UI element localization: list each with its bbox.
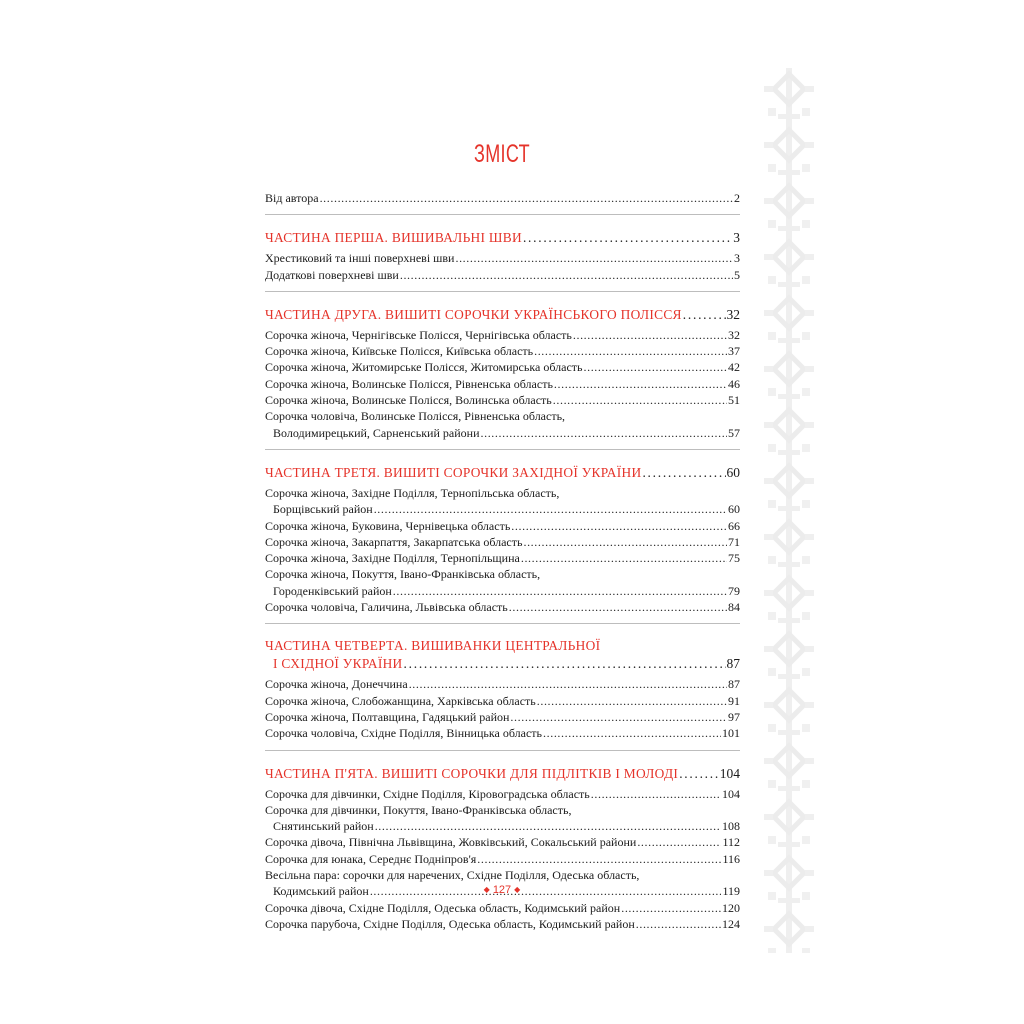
page-ref: 3 [734,251,740,266]
toc-entry[interactable] [265,900,740,916]
entry-title: Сорочка жіноча, Київське Полісся, Київська область [265,344,534,359]
dot-leader [636,916,721,932]
part-heading-row [265,463,740,482]
dot-leader [679,764,719,783]
part-heading[interactable] [265,228,740,247]
entry-title: Хрестиковий та інші поверхневі шви [265,251,455,266]
toc-entry[interactable] [265,485,740,518]
toc-entry[interactable] [265,190,740,206]
toc-entry[interactable] [265,343,740,359]
dot-leader [584,359,728,375]
toc-entry[interactable] [265,916,740,932]
entry-row [265,501,740,517]
entry-row [265,550,740,566]
entry-title: Додаткові поверхневі шви [265,267,399,282]
dot-leader [637,834,721,850]
toc-entry[interactable] [265,518,740,534]
toc-entry[interactable] [265,408,740,441]
entry-title: Сорочка жіноча, Полтавщина, Гадяцький район [265,709,510,724]
entry-row [265,676,740,692]
entry-title: Сорочка жіноча, Волинське Полісся, Рівненська область [265,376,553,391]
entry-line: Сорочка жіноча, Покуття, Івано-Франківська область, [265,567,541,582]
part-heading-line: ЧАСТИНА ЧЕТВЕРТА. ВИШИВАНКИ ЦЕНТРАЛЬНОЇ [265,638,601,654]
entry-row [265,190,740,206]
page-ref: 108 [722,819,740,834]
toc-entry[interactable] [265,392,740,408]
entry-row [265,786,740,802]
toc-entry[interactable] [265,267,740,283]
entry-row [265,818,740,834]
toc-entry[interactable] [265,550,740,566]
dot-leader [477,851,721,867]
part-heading[interactable] [265,463,740,482]
entry-row [265,900,740,916]
dot-leader [683,305,726,324]
dot-leader [404,654,726,673]
toc-entry[interactable] [265,851,740,867]
part-heading-row [265,764,740,783]
entry-title: Сорочка жіноча, Буковина, Чернівецька область [265,518,511,533]
dot-leader [393,583,727,599]
entry-title: Сорочка жіноча, Донеччина [265,677,408,692]
page-ref: 84 [728,600,740,615]
entry-line: Сорочка для дівчинки, Покуття, Івано-Франківська область, [265,802,572,817]
toc-section [265,637,740,750]
entry-title: Сорочка парубоча, Східне Поділля, Одеська область, Кодимський район [265,916,635,931]
toc-entry[interactable] [265,802,740,835]
page-ref: 124 [722,916,740,931]
entry-row [265,267,740,283]
entry-row [265,359,740,375]
entry-title: Сорочка для юнака, Середнє Подніпров'я [265,851,477,866]
dot-leader [523,228,732,247]
page-ref: 66 [728,518,740,533]
table-of-contents [265,190,740,940]
dot-leader [621,900,721,916]
entry-row [265,534,740,550]
page-ref: 51 [728,393,740,408]
entry-row [265,693,740,709]
entry-title: Снятинський район [273,819,374,834]
entry-title: Сорочка жіноча, Чернігівське Полісся, Чернігівська область [265,327,572,342]
entry-row [265,709,740,725]
dot-leader [537,693,727,709]
part-heading[interactable] [265,637,740,673]
page-footer [0,884,1004,896]
page-ref: 42 [728,360,740,375]
entry-title: Сорочка жіноча, Житомирське Полісся, Житомирська область [265,360,583,375]
toc-entry[interactable] [265,359,740,375]
entry-line: Сорочка жіноча, Західне Поділля, Тернопільська область, [265,485,560,500]
dot-leader [510,709,727,725]
page-ref: 32 [728,327,740,342]
dot-leader [523,534,727,550]
toc-section [265,463,740,624]
dot-leader [642,463,725,482]
dot-leader [320,190,733,206]
page-ref: 60 [728,502,740,517]
entry-row [265,834,740,850]
page-ref: 3 [733,230,740,246]
diamond-ornament-icon: ◆ [483,885,490,894]
toc-section [265,764,740,941]
diamond-ornament-icon: ◆ [514,885,521,894]
toc-entry[interactable] [265,566,740,599]
dot-leader [554,376,727,392]
dot-leader [409,676,727,692]
entry-row [265,583,740,599]
toc-section [265,228,740,292]
toc-entry[interactable] [265,250,740,266]
dot-leader [481,425,728,441]
page-ref: 5 [734,267,740,282]
entry-title: Сорочка жіноча, Слобожанщина, Харківська область [265,693,536,708]
part-heading-row [265,305,740,324]
part-heading-title: ЧАСТИНА ТРЕТЯ. ВИШИТІ СОРОЧКИ ЗАХІДНОЇ УКРАЇНИ [265,464,642,480]
dot-leader [521,550,727,566]
dot-leader [511,518,727,534]
page-ref: 120 [722,900,740,915]
toc-section [265,190,740,215]
dot-leader [591,786,721,802]
toc-entry[interactable] [265,534,740,550]
page-ref: 91 [728,693,740,708]
entry-title: Від автора [265,191,319,205]
dot-leader [455,250,733,266]
page-ref: 71 [728,534,740,549]
part-heading-row [265,654,740,673]
toc-entry[interactable] [265,834,740,850]
toc-entry[interactable] [265,786,740,802]
page-ref: 57 [728,425,740,440]
dot-leader [400,267,733,283]
page-ref: 2 [734,191,740,205]
entry-row [265,599,740,615]
part-heading-title: І СХІДНОЇ УКРАЇНИ [273,656,403,672]
entry-title: Сорочка жіноча, Західне Поділля, Тернопільщина [265,551,520,566]
toc-section [265,305,740,450]
entry-row [265,725,740,741]
dot-leader [553,392,727,408]
entry-title: Сорочка чоловіча, Східне Поділля, Вінницька область [265,726,543,741]
part-heading-title: ЧАСТИНА П'ЯТА. ВИШИТІ СОРОЧКИ ДЛЯ ПІДЛІТКІВ І МОЛОДІ [265,765,679,781]
page-ref: 60 [726,464,740,480]
entry-title: Кодимський район [273,884,369,899]
entry-row [265,376,740,392]
toc-entry[interactable] [265,376,740,392]
entry-row [265,327,740,343]
dot-leader [509,599,727,615]
page-ref: 87 [726,656,740,672]
toc-entry[interactable] [265,725,740,741]
page-ref: 101 [722,726,740,741]
dot-leader [543,725,721,741]
entry-title: Сорочка чоловіча, Галичина, Львівська область [265,600,508,615]
entry-title: Городенківський район [273,583,392,598]
part-heading-row [265,228,740,247]
embroidery-ornament [764,68,814,953]
entry-title: Сорочка жіноча, Волинське Полісся, Волинська область [265,393,552,408]
dot-leader [534,343,727,359]
page-ref: 97 [728,709,740,724]
page-ref: 112 [722,835,740,850]
toc-entry[interactable] [265,676,740,692]
page-ref: 104 [722,786,740,801]
page-ref: 75 [728,551,740,566]
toc-entry[interactable] [265,693,740,709]
page-number: 127 [492,884,512,896]
dot-leader [374,501,727,517]
page-ref: 87 [728,677,740,692]
entry-row [265,250,740,266]
part-heading-title: ЧАСТИНА ПЕРША. ВИШИВАЛЬНІ ШВИ [265,230,522,246]
page-ref: 119 [722,884,740,899]
part-heading[interactable] [265,305,740,324]
page-ref: 32 [726,306,740,322]
page-ref: 37 [728,344,740,359]
toc-entry[interactable] [265,327,740,343]
entry-row [265,343,740,359]
entry-title: Борщівський район [273,502,373,517]
part-heading[interactable] [265,764,740,783]
entry-title: Володимирецький, Сарненський райони [273,425,480,440]
page-ref: 116 [722,851,740,866]
dot-leader [573,327,727,343]
page-title: ЗМІСТ [473,140,531,168]
entry-row [265,392,740,408]
entry-row [265,518,740,534]
entry-line: Весільна пара: сорочки для наречених, Східне Поділля, Одеська область, [265,868,640,883]
dot-leader [375,818,721,834]
entry-title: Сорочка дівоча, Східне Поділля, Одеська область, Кодимський район [265,900,621,915]
page-ref: 104 [719,765,740,781]
entry-title: Сорочка дівоча, Північна Львівщина, Жовківський, Сокальський райони [265,835,637,850]
entry-title: Сорочка жіноча, Закарпаття, Закарпатська область [265,534,523,549]
entry-row [265,916,740,932]
entry-row [265,425,740,441]
part-heading-title: ЧАСТИНА ДРУГА. ВИШИТІ СОРОЧКИ УКРАЇНСЬКОГО ПОЛІССЯ [265,306,682,322]
entry-row [265,851,740,867]
toc-entry[interactable] [265,709,740,725]
page-ref: 46 [728,376,740,391]
entry-line: Сорочка чоловіча, Волинське Полісся, Рівненська область, [265,409,566,424]
entry-title: Сорочка для дівчинки, Східне Поділля, Кіровоградська область [265,786,590,801]
page-ref: 79 [728,583,740,598]
toc-entry[interactable] [265,599,740,615]
